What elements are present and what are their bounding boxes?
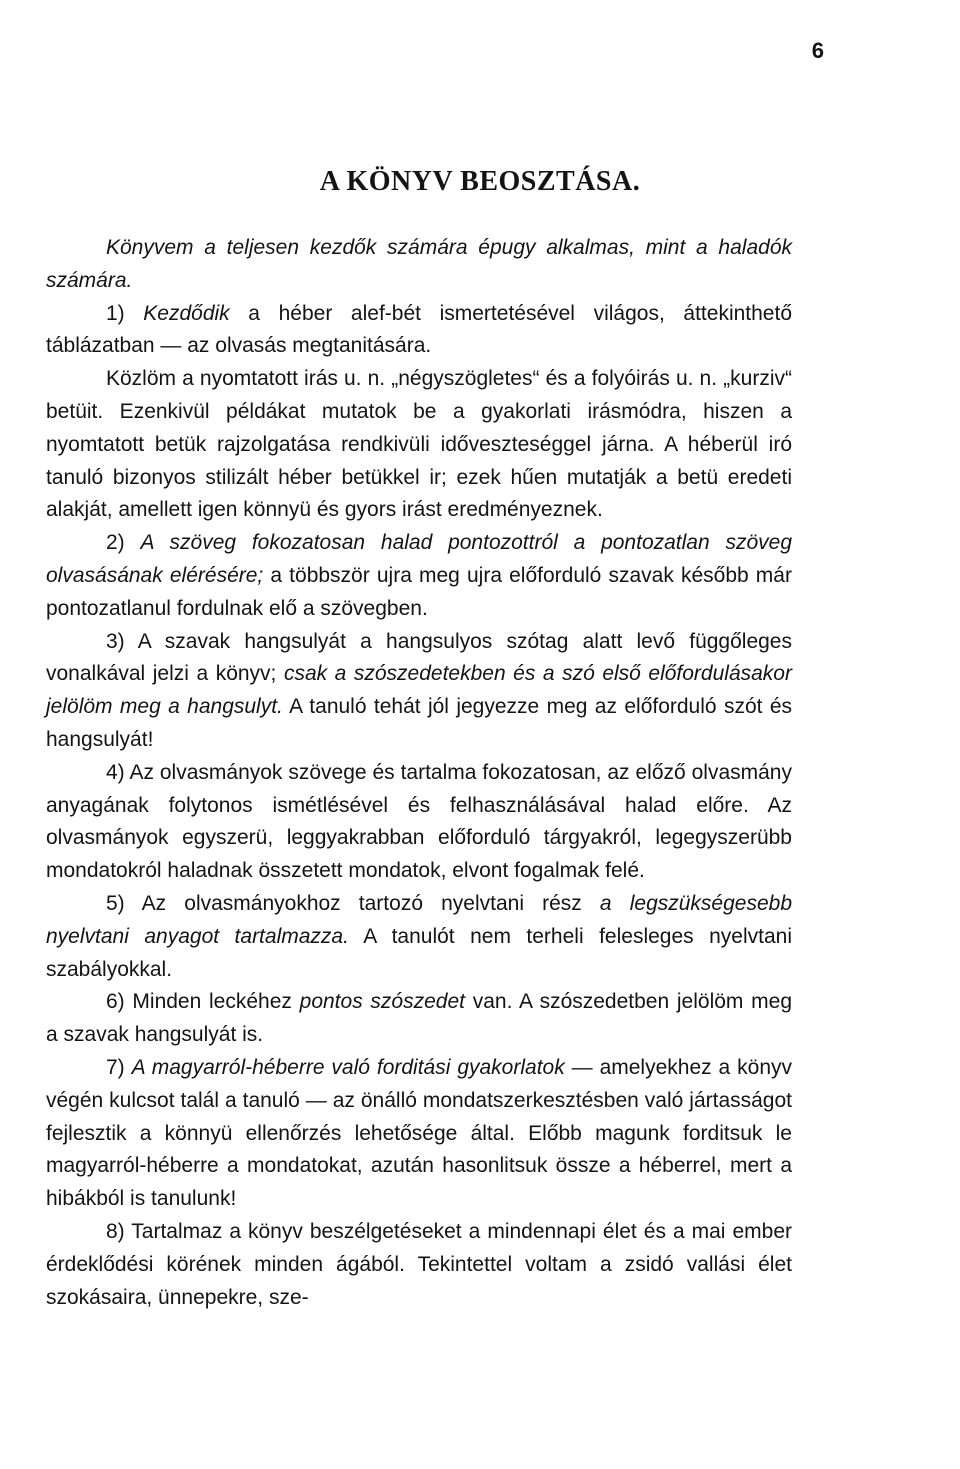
paragraph bbox=[46, 363, 792, 527]
paragraph bbox=[46, 757, 792, 888]
page-number: 6 bbox=[811, 38, 824, 63]
paragraph bbox=[46, 888, 792, 986]
text-run: 8) Tartalmaz a könyv beszélgetéseket a mindennapi élet és a mai ember érdeklődési körének minden ágából. Tekintettel voltam a zsidó vallási élet szokásaira, ünnepekre, sze- bbox=[46, 1219, 792, 1309]
text-run: Közlöm a nyomtatott irás u. n. „négyszögletes“ és a folyóirás u. n. „kurziv“ betüit. Ezenkivül példákat mutatok be a gyakorlati irásmódra, hiszen a nyomtatott betük rajzolgatása rendkivüli időveszteséggel járna. A héberül iró tanuló bizonyos stilizált héber betükkel ir; ezek hűen mutatják a betü eredeti alakját, amellett igen könnyü és gyors irást eredményeznek. bbox=[46, 367, 792, 522]
italic-text: Könyvem a teljesen kezdők számára épugy alkalmas, mint a haladók számára. bbox=[46, 236, 792, 292]
paragraph bbox=[46, 1052, 792, 1216]
italic-text: csak a szószedetekben és a szó első előfordulásakor jelölöm meg a hangsulyt. bbox=[46, 662, 792, 719]
paragraph bbox=[46, 1216, 792, 1314]
text-run: 3) A szavak hangsulyát a hangsulyos szótag alatt levő függőleges vonalkával jelzi a könyv; bbox=[46, 629, 792, 686]
text-run: van. A szószedetben jelölöm meg a szavak hangsulyát is. bbox=[46, 990, 793, 1047]
text-run: 6) Minden leckéhez bbox=[106, 990, 300, 1014]
text-run: 4) Az olvasmányok szövege és tartalma fokozatosan, az előző olvasmány anyagának folytonos ismétlésével és felhasználásával halad előre. Az olvasmányok egyszerü, leggyakrabban előforduló tárgyakról, legegyszerübb mondatokról haladnak összetett mondatok, elvont fogalmak felé. bbox=[46, 760, 792, 883]
text-run: a többször ujra meg ujra előforduló szavak később már pontozatlanul fordulnak elő a szövegben. bbox=[46, 563, 792, 620]
text-run: — amelyekhez a könyv végén kulcsot talál a tanuló — az önálló mondatszerkesztésben való jártasságot fejlesztik a könnyü ellenőrzés lehetősége által. Előbb magunk forditsuk le magyarról-héberre a mondatokat, azután hasonlitsuk össze a héberrel, mert a hibákból is tanulunk! bbox=[46, 1055, 793, 1211]
text-run: 5) Az olvasmányokhoz tartozó nyelvtani rész bbox=[106, 891, 600, 915]
italic-text: A magyarról-héberre való forditási gyakorlatok bbox=[131, 1055, 565, 1079]
text-run: a héber alef-bét ismertetésével világos, áttekinthető táblázatban — az olvasás megtanitására. bbox=[46, 301, 792, 358]
paragraph bbox=[46, 986, 792, 1052]
text-run: 2) bbox=[106, 531, 141, 555]
italic-text: Kezdődik bbox=[143, 301, 230, 325]
text-run: 1) bbox=[106, 301, 144, 325]
paragraph bbox=[46, 232, 792, 298]
paragraph bbox=[46, 298, 792, 364]
paragraph bbox=[46, 626, 792, 757]
text-run: 7) bbox=[106, 1055, 132, 1079]
italic-text: pontos szószedet bbox=[299, 990, 465, 1014]
text-run: A tanuló tehát jól jegyezze meg az előforduló szót és hangsulyát! bbox=[46, 695, 792, 751]
page-title: A KÖNYV BEOSZTÁSA. bbox=[319, 166, 641, 197]
italic-text: a legszükségesebb nyelvtani anyagot tartalmazza. bbox=[46, 891, 792, 948]
italic-text: A szöveg fokozatosan halad pontozottról a pontozatlan szöveg olvasásának elérésére; bbox=[46, 531, 793, 587]
body-text bbox=[46, 232, 792, 1314]
paragraph bbox=[46, 527, 792, 625]
text-run: A tanulót nem terheli felesleges nyelvtani szabályokkal. bbox=[46, 924, 792, 981]
